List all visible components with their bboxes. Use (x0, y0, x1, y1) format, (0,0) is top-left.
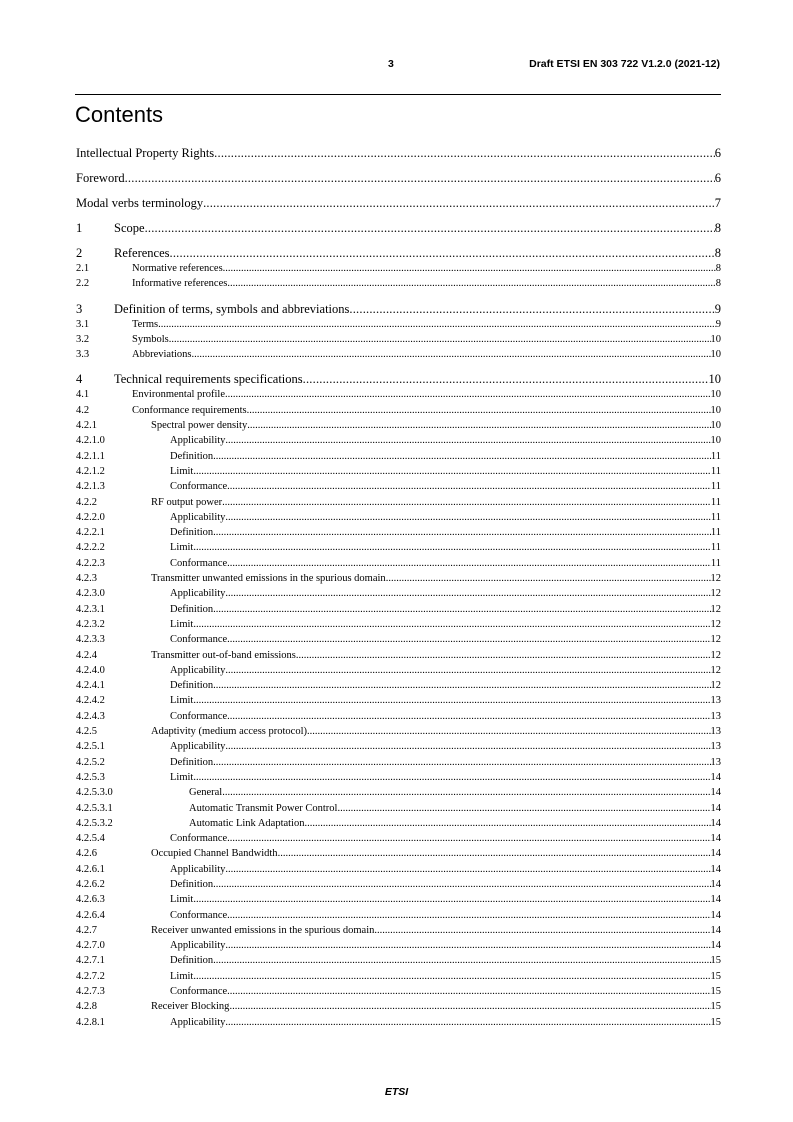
toc-entry[interactable] (76, 449, 721, 464)
toc-entry-number: 4.2.5.4 (76, 833, 105, 845)
toc-entry-title: References (114, 246, 170, 260)
toc-leader-dots (225, 433, 710, 448)
toc-entry-title: Normative references (132, 263, 223, 274)
toc-leader-dots (145, 221, 715, 236)
toc-leader-dots (374, 923, 710, 938)
toc-entry[interactable] (76, 556, 721, 571)
toc-entry-page: 14 (710, 771, 721, 783)
toc-entry-number: 4.2.7.0 (76, 940, 105, 952)
toc-entry-page: 9 (715, 318, 721, 330)
toc-entry[interactable] (76, 317, 721, 332)
toc-entry-number: 4.1 (76, 389, 90, 401)
toc-leader-dots (225, 1015, 710, 1030)
toc-entry-title: Definition (170, 878, 214, 890)
toc-entry-title: Limit (170, 894, 194, 906)
toc-entry-number: 4.2.3.1 (76, 603, 105, 615)
toc-entry-number: 4.2.5 (76, 726, 97, 738)
toc-entry-page: 11 (710, 527, 721, 539)
toc-entry-number: 4.2.1 (76, 420, 97, 432)
toc-entry-page: 13 (710, 741, 721, 753)
toc-entry-page: 8 (714, 221, 721, 235)
toc-entry-title: Occupied Channel Bandwidth (151, 848, 278, 860)
toc-entry[interactable] (76, 816, 721, 831)
toc-entry-number: 4.2.6 (76, 848, 97, 860)
toc-entry[interactable] (76, 479, 721, 494)
toc-leader-dots (192, 347, 711, 362)
toc-leader-dots (225, 387, 710, 402)
toc-leader-dots (125, 171, 715, 186)
toc-entry-number: 4.2.5.1 (76, 741, 105, 753)
toc-entry-page: 14 (710, 802, 721, 814)
toc-entry-page: 6 (714, 146, 721, 160)
toc-entry-title: Receiver unwanted emissions in the spurious domain (151, 924, 375, 936)
toc-entry-number: 4.2.1.1 (76, 450, 105, 462)
toc-entry-page: 12 (710, 603, 721, 615)
toc-entry[interactable] (76, 969, 721, 984)
toc-entry[interactable] (76, 984, 721, 999)
toc-entry-title: Scope (114, 221, 145, 235)
toc-entry-page: 14 (710, 863, 721, 875)
toc-entry-page: 11 (710, 542, 721, 554)
toc-entry-number: 4.2.2.1 (76, 527, 105, 539)
toc-entry-number: 4.2.4.1 (76, 680, 105, 692)
toc-entry-number: 4.2.6.1 (76, 863, 105, 875)
toc-leader-dots (222, 785, 710, 800)
toc-entry-number: 2 (76, 246, 83, 260)
toc-entry-page: 10 (710, 435, 721, 447)
toc-entry-number: 4.2.3 (76, 573, 97, 585)
toc-entry[interactable] (76, 586, 721, 601)
toc-leader-dots (213, 678, 710, 693)
toc-entry[interactable] (76, 923, 721, 938)
toc-entry[interactable] (76, 571, 721, 586)
toc-entry[interactable] (76, 739, 721, 754)
toc-entry[interactable] (76, 693, 721, 708)
toc-entry-number: 4.2.5.2 (76, 756, 105, 768)
toc-entry-page: 8 (714, 246, 721, 260)
toc-leader-dots (227, 479, 711, 494)
toc-entry-number: 4.2.2 (76, 496, 97, 508)
toc-entry-title: Limit (170, 771, 194, 783)
toc-entry-number: 4.2.5.3 (76, 771, 105, 783)
toc-entry-page: 11 (710, 511, 721, 523)
toc-entry[interactable] (76, 221, 721, 236)
toc-entry-title: Definition (170, 680, 214, 692)
toc-entry-title: Limit (170, 465, 194, 477)
toc-entry[interactable] (76, 755, 721, 770)
toc-entry-page: 12 (710, 588, 721, 600)
toc-entry-title: Intellectual Property Rights (76, 146, 215, 160)
toc-entry[interactable] (76, 846, 721, 861)
toc-entry[interactable] (76, 648, 721, 663)
toc-entry-page: 8 (715, 263, 721, 274)
toc-leader-dots (337, 801, 710, 816)
toc-entry-page: 10 (708, 372, 721, 387)
header-rule (75, 94, 721, 95)
toc-entry[interactable] (76, 525, 721, 540)
toc-entry[interactable] (76, 617, 721, 632)
toc-entry[interactable] (76, 246, 721, 261)
toc-entry-page: 6 (714, 171, 721, 185)
toc-entry-title: Abbreviations (132, 349, 192, 361)
toc-entry-title: Definition of terms, symbols and abbreviations (114, 301, 350, 316)
page-header-doc-id: Draft ETSI EN 303 722 V1.2.0 (2021-12) (529, 58, 720, 70)
table-of-contents (76, 146, 721, 1030)
toc-entry[interactable] (76, 418, 721, 433)
toc-entry-page: 15 (710, 1016, 721, 1028)
toc-leader-dots (227, 908, 710, 923)
toc-entry-number: 4.2.2.2 (76, 542, 105, 554)
toc-entry-number: 4.2.3.0 (76, 588, 105, 600)
toc-entry-page: 7 (714, 196, 721, 210)
toc-entry-number: 3.1 (76, 318, 90, 330)
toc-leader-dots (227, 632, 710, 647)
toc-entry-number: 4.2.1.3 (76, 481, 105, 493)
toc-entry-title: Definition (170, 603, 214, 615)
toc-leader-dots (227, 984, 710, 999)
toc-entry-number: 4.2.7.2 (76, 970, 105, 982)
toc-entry-title: Conformance (170, 833, 228, 845)
toc-entry-page: 10 (710, 404, 721, 416)
toc-entry-page: 10 (710, 420, 721, 432)
toc-entry-number: 4.2.4.2 (76, 695, 105, 707)
toc-entry-title: Limit (170, 695, 194, 707)
toc-leader-dots (193, 693, 710, 708)
toc-entry-number: 4.2.1.0 (76, 435, 105, 447)
toc-entry-page: 12 (710, 680, 721, 692)
toc-entry[interactable] (76, 801, 721, 816)
toc-leader-dots (278, 846, 711, 861)
toc-entry-title: Conformance (170, 710, 228, 722)
toc-entry-title: Applicability (170, 863, 226, 875)
toc-entry[interactable] (76, 831, 721, 846)
toc-entry-title: Environmental profile (132, 389, 226, 401)
toc-entry[interactable] (76, 908, 721, 923)
page-footer: ETSI (384, 1086, 409, 1098)
toc-leader-dots (169, 332, 711, 347)
toc-entry-page: 9 (714, 301, 721, 316)
toc-entry-title: Applicability (170, 1016, 226, 1028)
toc-entry-page: 12 (710, 618, 721, 630)
toc-entry-page: 10 (710, 349, 721, 361)
toc-entry-page: 13 (710, 726, 721, 738)
toc-entry-title: Technical requirements specifications (114, 372, 303, 387)
toc-entry-number: 2.1 (76, 263, 90, 274)
toc-entry-title: Receiver Blocking (151, 1001, 230, 1013)
toc-entry-title: Modal verbs terminology (76, 196, 204, 210)
toc-entry-title: Definition (170, 527, 214, 539)
toc-entry-number: 4.2.8.1 (76, 1016, 105, 1028)
toc-leader-dots (213, 525, 711, 540)
toc-entry-title: RF output power (151, 496, 223, 508)
toc-entry-number: 4.2.5.3.2 (76, 817, 113, 829)
toc-leader-dots (213, 877, 710, 892)
toc-entry-page: 15 (710, 970, 721, 982)
toc-leader-dots (229, 999, 710, 1014)
toc-entry-number: 4.2.7 (76, 924, 97, 936)
toc-entry[interactable] (76, 632, 721, 647)
toc-entry-page: 11 (710, 557, 721, 569)
toc-entry-page: 13 (710, 710, 721, 722)
toc-entry-title: Applicability (170, 664, 226, 676)
toc-entry-title: Conformance (170, 909, 228, 921)
toc-entry[interactable] (76, 785, 721, 800)
toc-leader-dots (247, 418, 710, 433)
toc-leader-dots (193, 892, 710, 907)
toc-entry-number: 4.2.5.3.0 (76, 787, 113, 799)
toc-entry-page: 13 (710, 756, 721, 768)
toc-entry-page: 11 (710, 496, 721, 508)
toc-entry-page: 12 (710, 649, 721, 661)
toc-entry-title: Limit (170, 970, 194, 982)
page-title: Contents (75, 102, 164, 127)
toc-entry[interactable] (76, 999, 721, 1014)
toc-entry-title: Applicability (170, 588, 226, 600)
toc-entry[interactable] (76, 372, 721, 387)
toc-entry-number: 4.2.7.1 (76, 955, 105, 967)
toc-leader-dots (227, 556, 711, 571)
toc-entry[interactable] (76, 464, 721, 479)
toc-entry[interactable] (76, 877, 721, 892)
toc-entry-page: 15 (710, 1001, 721, 1013)
toc-entry-title: Applicability (170, 741, 226, 753)
toc-entry[interactable] (76, 510, 721, 525)
toc-entry-title: Conformance (170, 986, 228, 998)
toc-entry-title: Informative references (132, 278, 228, 290)
toc-entry-page: 11 (710, 450, 721, 462)
toc-entry[interactable] (76, 602, 721, 617)
toc-entry[interactable] (76, 953, 721, 968)
toc-entry[interactable] (76, 403, 721, 418)
toc-entry-title: Spectral power density (151, 420, 248, 432)
toc-entry-title: Definition (170, 955, 214, 967)
toc-entry-page: 15 (710, 986, 721, 998)
toc-entry[interactable] (76, 433, 721, 448)
toc-entry[interactable] (76, 770, 721, 785)
toc-leader-dots (193, 617, 710, 632)
toc-entry[interactable] (76, 347, 721, 362)
toc-entry-page: 14 (710, 833, 721, 845)
toc-entry[interactable] (76, 302, 721, 317)
toc-entry-number: 4.2.2.3 (76, 557, 105, 569)
toc-leader-dots (227, 831, 710, 846)
toc-entry-number: 1 (76, 221, 83, 235)
toc-entry[interactable] (76, 540, 721, 555)
toc-leader-dots (213, 602, 710, 617)
toc-leader-dots (193, 770, 710, 785)
toc-leader-dots (222, 495, 711, 510)
toc-leader-dots (227, 276, 715, 291)
toc-entry[interactable] (76, 724, 721, 739)
toc-entry-title: Definition (170, 450, 214, 462)
toc-entry-number: 4.2.2.0 (76, 511, 105, 523)
toc-entry[interactable] (76, 196, 721, 211)
toc-entry-number: 3.3 (76, 349, 90, 361)
toc-entry-number: 4.2.4.0 (76, 664, 105, 676)
toc-entry[interactable] (76, 171, 721, 186)
toc-entry-title: General (189, 787, 223, 799)
toc-entry-number: 4.2.1.2 (76, 465, 105, 477)
toc-leader-dots (193, 540, 711, 555)
toc-entry-title: Limit (170, 542, 194, 554)
toc-leader-dots (213, 449, 711, 464)
toc-leader-dots (349, 302, 714, 317)
toc-entry-page: 8 (715, 278, 721, 290)
toc-entry-title: Terms (132, 318, 159, 330)
toc-entry-page: 10 (710, 389, 721, 401)
toc-leader-dots (225, 586, 710, 601)
toc-leader-dots (225, 510, 710, 525)
toc-entry-page: 14 (710, 909, 721, 921)
toc-entry-number: 4.2.7.3 (76, 986, 105, 998)
toc-entry-page: 14 (710, 848, 721, 860)
toc-entry-title: Symbols (132, 333, 169, 345)
toc-entry-number: 3.2 (76, 333, 90, 345)
toc-entry[interactable] (76, 862, 721, 877)
toc-entry[interactable] (76, 387, 721, 402)
toc-entry-page: 11 (710, 465, 721, 477)
toc-leader-dots (225, 739, 710, 754)
toc-entry[interactable] (76, 663, 721, 678)
toc-entry-page: 14 (710, 787, 721, 799)
toc-entry-number: 4.2.6.3 (76, 894, 105, 906)
toc-entry-title: Automatic Link Adaptation (189, 817, 305, 829)
toc-entry-title: Limit (170, 618, 194, 630)
toc-leader-dots (193, 464, 711, 479)
toc-leader-dots (158, 317, 716, 332)
toc-entry-title: Transmitter unwanted emissions in the spurious domain (151, 573, 386, 585)
toc-entry-page: 11 (710, 481, 721, 493)
toc-entry-number: 4.2.6.2 (76, 878, 105, 890)
toc-entry-page: 14 (710, 878, 721, 890)
toc-leader-dots (213, 953, 710, 968)
toc-entry-number: 3 (76, 301, 83, 316)
toc-entry-page: 14 (710, 924, 721, 936)
toc-entry[interactable] (76, 146, 721, 161)
toc-entry-page: 12 (710, 634, 721, 646)
toc-entry-page: 14 (710, 940, 721, 952)
toc-entry[interactable] (76, 261, 721, 276)
toc-leader-dots (225, 663, 710, 678)
toc-entry[interactable] (76, 678, 721, 693)
toc-entry-title: Transmitter out-of-band emissions (151, 649, 296, 661)
toc-entry-number: 2.2 (76, 278, 90, 290)
toc-entry-number: 4.2.4 (76, 649, 97, 661)
toc-entry-page: 14 (710, 817, 721, 829)
toc-leader-dots (303, 372, 709, 387)
toc-entry-title: Foreword (76, 171, 125, 185)
toc-entry-page: 12 (710, 573, 721, 585)
page-header-number: 3 (388, 58, 394, 70)
toc-entry[interactable] (76, 709, 721, 724)
toc-leader-dots (304, 816, 710, 831)
toc-entry-number: 4.2.3.3 (76, 634, 105, 646)
toc-entry-number: 4.2.3.2 (76, 618, 105, 630)
toc-leader-dots (386, 571, 711, 586)
toc-entry[interactable] (76, 892, 721, 907)
toc-entry-page: 10 (710, 333, 721, 345)
toc-entry-title: Applicability (170, 435, 226, 447)
toc-leader-dots (225, 938, 710, 953)
toc-entry[interactable] (76, 276, 721, 291)
toc-leader-dots (203, 196, 715, 211)
toc-entry-page: 12 (710, 664, 721, 676)
toc-leader-dots (296, 648, 711, 663)
toc-leader-dots (223, 261, 716, 276)
toc-entry-number: 4.2.4.3 (76, 710, 105, 722)
toc-leader-dots (307, 724, 711, 739)
toc-entry-title: Conformance (170, 557, 228, 569)
toc-entry[interactable] (76, 332, 721, 347)
toc-entry-page: 14 (710, 894, 721, 906)
toc-entry-number: 4.2 (76, 404, 90, 416)
toc-entry-title: Conformance (170, 481, 228, 493)
toc-entry-title: Definition (170, 756, 214, 768)
toc-entry[interactable] (76, 1015, 721, 1030)
toc-entry-number: 4.2.8 (76, 1001, 97, 1013)
toc-entry-title: Automatic Transmit Power Control (189, 802, 338, 814)
toc-leader-dots (213, 755, 710, 770)
toc-entry-title: Applicability (170, 511, 226, 523)
toc-entry-number: 4.2.5.3.1 (76, 802, 113, 814)
toc-leader-dots (225, 862, 710, 877)
toc-leader-dots (193, 969, 710, 984)
toc-leader-dots (214, 146, 715, 161)
toc-entry-title: Conformance (170, 634, 228, 646)
toc-entry-page: 13 (710, 695, 721, 707)
toc-entry-title: Conformance requirements (132, 404, 247, 416)
toc-entry[interactable] (76, 938, 721, 953)
toc-entry[interactable] (76, 495, 721, 510)
toc-entry-title: Adaptivity (medium access protocol) (151, 726, 307, 738)
toc-entry-number: 4 (76, 372, 83, 387)
toc-entry-title: Applicability (170, 940, 226, 952)
toc-entry-number: 4.2.6.4 (76, 909, 105, 921)
toc-leader-dots (247, 403, 711, 418)
toc-leader-dots (227, 709, 710, 724)
toc-leader-dots (170, 246, 715, 261)
toc-entry-page: 15 (710, 955, 721, 967)
